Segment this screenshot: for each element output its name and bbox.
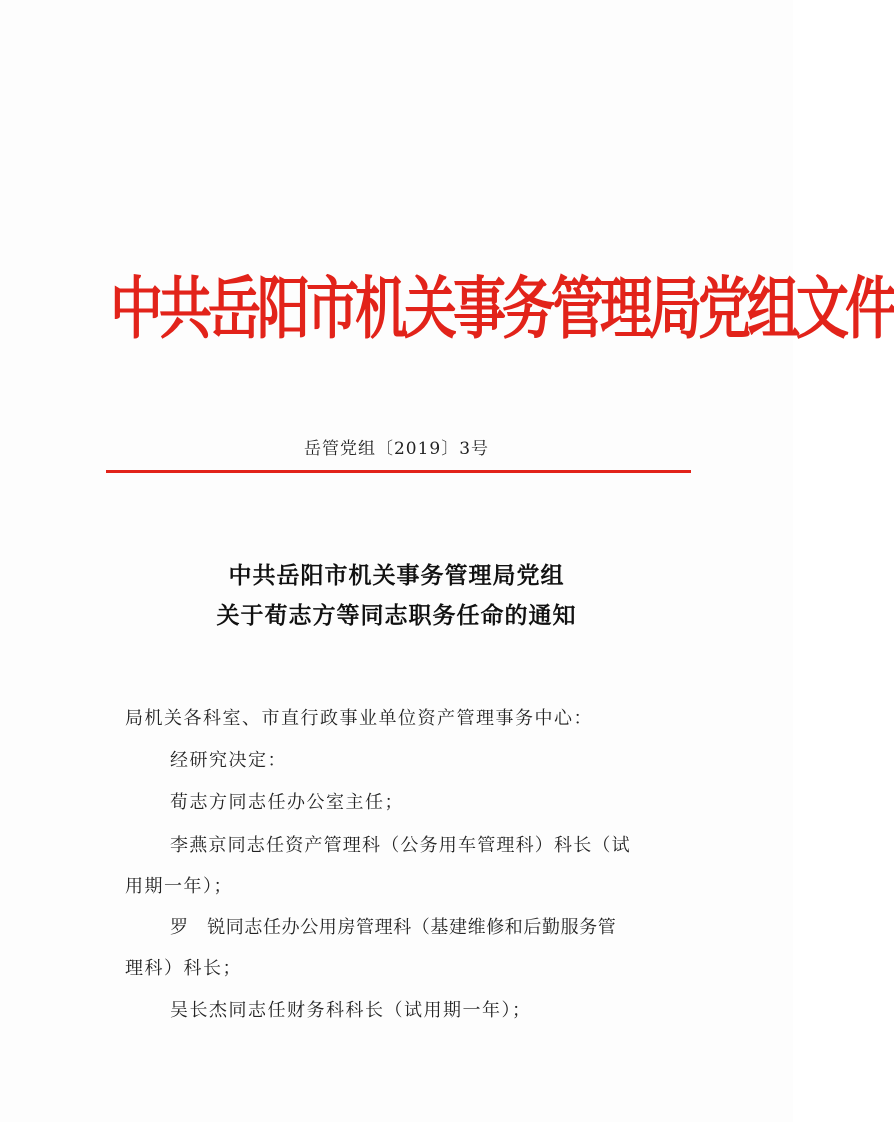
document-number: 岳管党组〔2019〕3号 <box>303 439 490 459</box>
addressee-line: 局机关各科室、市直行政事业单位资产管理事务中心： <box>125 708 593 729</box>
intro-line: 经研究决定： <box>170 750 287 771</box>
appointment-item-4: 吴长杰同志任财务科科长（试用期一年）； <box>170 1000 532 1021</box>
notice-title-line-2: 关于荀志方等同志职务任命的通知 <box>216 602 577 629</box>
appointment-item-2-line-2: 用期一年）； <box>125 876 233 897</box>
appointment-item-2-line-1: 李燕京同志任资产管理科（公务用车管理科）科长（试 <box>170 835 631 856</box>
red-divider-line <box>106 470 691 473</box>
notice-title-line-1: 中共岳阳市机关事务管理局党组 <box>228 562 565 589</box>
appointment-item-3-line-2: 理科）科长； <box>125 958 242 979</box>
document-header-title: 中共岳阳市机关事务管理局党组文件 <box>110 270 894 349</box>
appointment-item-3-line-1: 罗 锐同志任办公用房管理科（基建维修和后勤服务管 <box>170 917 617 938</box>
appointment-item-1: 荀志方同志任办公室主任； <box>170 792 404 813</box>
